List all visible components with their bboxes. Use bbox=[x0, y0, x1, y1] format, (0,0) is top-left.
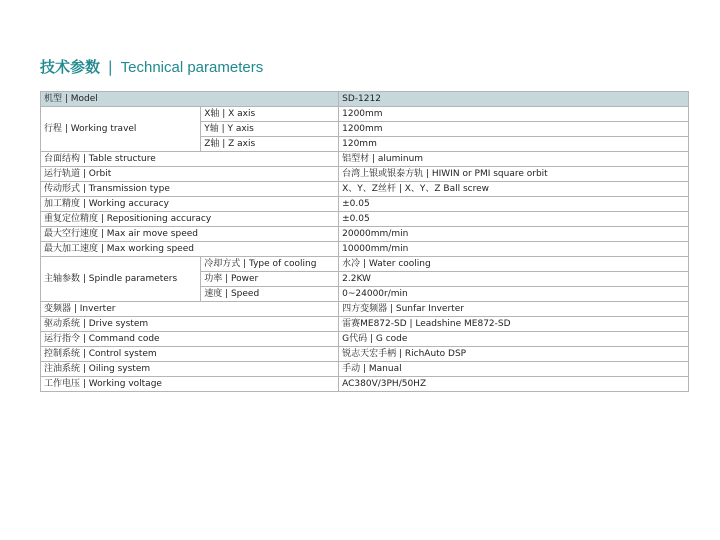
travel-sub-z: Z轴 | Z axis bbox=[201, 137, 339, 152]
row-label: 重复定位精度 | Repositioning accuracy bbox=[41, 212, 339, 227]
travel-label: 行程 | Working travel bbox=[41, 107, 201, 152]
row-label: 驱动系统 | Drive system bbox=[41, 317, 339, 332]
table-row bbox=[41, 152, 689, 167]
table-row bbox=[41, 227, 689, 242]
specification-table bbox=[40, 91, 689, 392]
row-value: 铝型材 | aluminum bbox=[339, 152, 689, 167]
table-row bbox=[41, 317, 689, 332]
spindle-value-power: 2.2KW bbox=[339, 272, 689, 287]
table-row bbox=[41, 332, 689, 347]
spindle-sub-speed: 速度 | Speed bbox=[201, 287, 339, 302]
row-label: 最大空行速度 | Max air move speed bbox=[41, 227, 339, 242]
row-value: 台湾上银或银泰方轨 | HIWIN or PMI square orbit bbox=[339, 167, 689, 182]
row-label: 控制系统 | Control system bbox=[41, 347, 339, 362]
spindle-label: 主轴参数 | Spindle parameters bbox=[41, 257, 201, 302]
row-value: 锐志天宏手柄 | RichAuto DSP bbox=[339, 347, 689, 362]
table-row bbox=[41, 107, 689, 122]
table-row bbox=[41, 347, 689, 362]
table-row bbox=[41, 212, 689, 227]
travel-sub-x: X轴 | X axis bbox=[201, 107, 339, 122]
table-row bbox=[41, 302, 689, 317]
row-label: 工作电压 | Working voltage bbox=[41, 377, 339, 392]
travel-value-y: 1200mm bbox=[339, 122, 689, 137]
spindle-value-cooling: 水冷 | Water cooling bbox=[339, 257, 689, 272]
row-value: 20000mm/min bbox=[339, 227, 689, 242]
row-label: 加工精度 | Working accuracy bbox=[41, 197, 339, 212]
spindle-sub-power: 功率 | Power bbox=[201, 272, 339, 287]
table-row bbox=[41, 362, 689, 377]
row-value: G代码 | G code bbox=[339, 332, 689, 347]
table-row bbox=[41, 182, 689, 197]
spindle-value-speed: 0~24000r/min bbox=[339, 287, 689, 302]
table-row bbox=[41, 257, 689, 272]
table-row bbox=[41, 197, 689, 212]
row-value: X、Y、Z丝杆 | X、Y、Z Ball screw bbox=[339, 182, 689, 197]
row-label: 台面结构 | Table structure bbox=[41, 152, 339, 167]
travel-value-z: 120mm bbox=[339, 137, 689, 152]
table-header-row bbox=[41, 92, 689, 107]
row-label: 运行轨道 | Orbit bbox=[41, 167, 339, 182]
row-label: 运行指令 | Command code bbox=[41, 332, 339, 347]
title-chinese: 技术参数 bbox=[40, 58, 101, 76]
table-row bbox=[41, 167, 689, 182]
row-label: 变频器 | Inverter bbox=[41, 302, 339, 317]
title-english: Technical parameters bbox=[120, 59, 264, 76]
row-value: 雷赛ME872-SD | Leadshine ME872-SD bbox=[339, 317, 689, 332]
header-label: 机型 | Model bbox=[41, 92, 339, 107]
spindle-sub-cooling: 冷却方式 | Type of cooling bbox=[201, 257, 339, 272]
page-title bbox=[40, 56, 263, 77]
table-row bbox=[41, 242, 689, 257]
row-value: 10000mm/min bbox=[339, 242, 689, 257]
row-value: AC380V/3PH/50HZ bbox=[339, 377, 689, 392]
title-separator: | bbox=[107, 58, 113, 76]
header-value: SD-1212 bbox=[339, 92, 689, 107]
row-label: 注油系统 | Oiling system bbox=[41, 362, 339, 377]
table-row bbox=[41, 377, 689, 392]
travel-value-x: 1200mm bbox=[339, 107, 689, 122]
row-value: 四方变频器 | Sunfar Inverter bbox=[339, 302, 689, 317]
row-value: ±0.05 bbox=[339, 212, 689, 227]
row-label: 传动形式 | Transmission type bbox=[41, 182, 339, 197]
row-label: 最大加工速度 | Max working speed bbox=[41, 242, 339, 257]
row-value: 手动 | Manual bbox=[339, 362, 689, 377]
row-value: ±0.05 bbox=[339, 197, 689, 212]
travel-sub-y: Y轴 | Y axis bbox=[201, 122, 339, 137]
